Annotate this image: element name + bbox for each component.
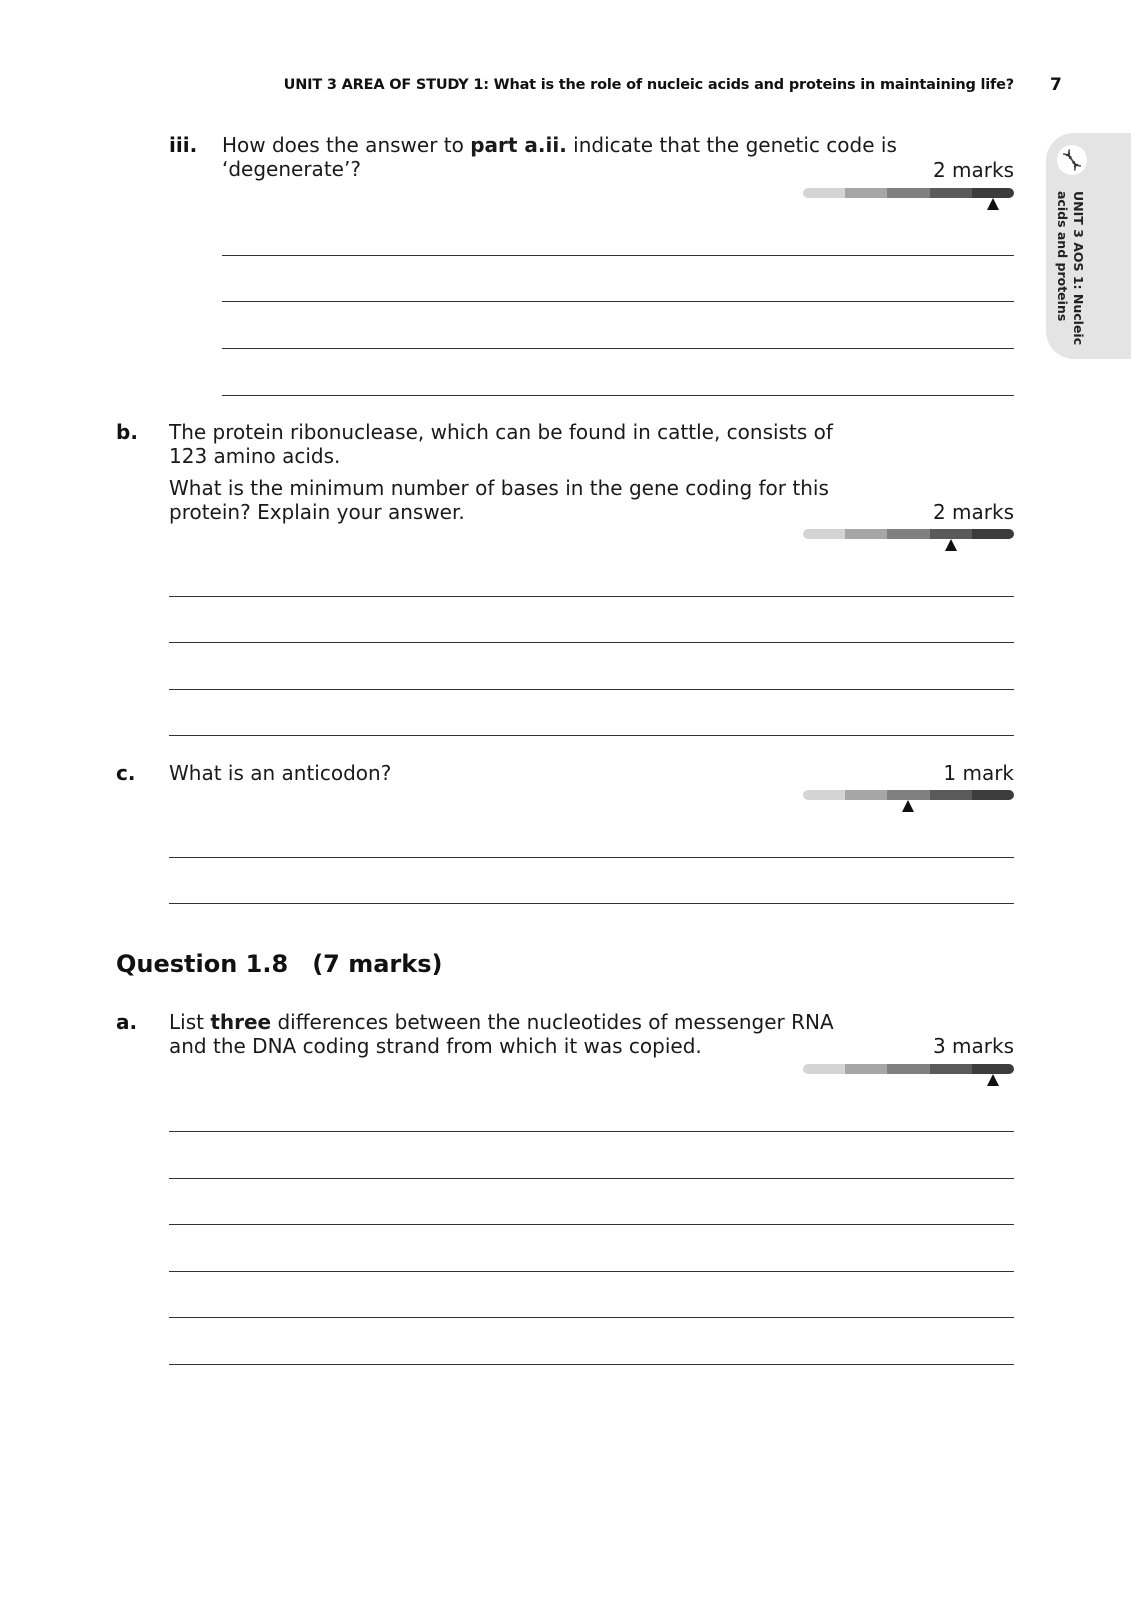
question-a-text-part1: List bbox=[169, 1010, 211, 1034]
answer-line[interactable] bbox=[169, 1317, 1014, 1318]
marks-label-iii: 2 marks bbox=[932, 158, 1014, 182]
section-side-tab bbox=[1046, 133, 1131, 359]
answer-line[interactable] bbox=[169, 1131, 1014, 1132]
difficulty-segment bbox=[887, 790, 929, 800]
difficulty-marker bbox=[902, 800, 914, 812]
difficulty-segment bbox=[845, 529, 887, 539]
answer-line[interactable] bbox=[169, 857, 1014, 858]
question-label-b: b. bbox=[116, 420, 138, 444]
marks-label-b: 2 marks bbox=[932, 500, 1014, 524]
question-label-iii: iii. bbox=[169, 133, 198, 157]
difficulty-bar bbox=[803, 790, 1014, 800]
difficulty-bar bbox=[803, 529, 1014, 539]
difficulty-segment bbox=[803, 790, 845, 800]
difficulty-segment bbox=[930, 790, 972, 800]
dna-icon bbox=[1057, 145, 1087, 175]
difficulty-segment bbox=[887, 529, 929, 539]
marks-label-c: 1 mark bbox=[943, 761, 1014, 785]
difficulty-marker bbox=[987, 1074, 999, 1086]
side-tab-label bbox=[1054, 191, 1086, 345]
answer-line[interactable] bbox=[169, 1178, 1014, 1179]
answer-line[interactable] bbox=[222, 348, 1014, 349]
difficulty-segment bbox=[972, 529, 1014, 539]
difficulty-segment bbox=[845, 790, 887, 800]
question-iii-bold-ref: part a.ii. bbox=[470, 133, 567, 157]
answer-line[interactable] bbox=[169, 1364, 1014, 1365]
answer-line[interactable] bbox=[169, 735, 1014, 736]
difficulty-bar bbox=[803, 188, 1014, 198]
question-b-paragraph2: What is the minimum number of bases in the gene coding for this protein? Explain your answer. bbox=[169, 476, 829, 524]
difficulty-segment bbox=[930, 1064, 972, 1074]
marks-label-a: 3 marks bbox=[932, 1034, 1014, 1058]
question-a-text bbox=[169, 1010, 859, 1058]
page-number: 7 bbox=[1050, 75, 1062, 95]
answer-line[interactable] bbox=[222, 255, 1014, 256]
answer-line[interactable] bbox=[169, 596, 1014, 597]
question-label-a: a. bbox=[116, 1010, 138, 1034]
difficulty-segment bbox=[930, 529, 972, 539]
difficulty-segment bbox=[845, 188, 887, 198]
difficulty-bar bbox=[803, 1064, 1014, 1074]
answer-line[interactable] bbox=[169, 1271, 1014, 1272]
side-tab-line2: acids and proteins bbox=[1055, 191, 1070, 322]
answer-line[interactable] bbox=[169, 689, 1014, 690]
answer-line[interactable] bbox=[222, 301, 1014, 302]
question-iii-text-part2: indicate that the genetic code is ‘degenerate’? bbox=[222, 133, 897, 181]
difficulty-segment bbox=[972, 188, 1014, 198]
difficulty-segment bbox=[972, 790, 1014, 800]
answer-line[interactable] bbox=[222, 395, 1014, 396]
question-heading-marks: (7 marks) bbox=[312, 950, 443, 978]
question-label-c: c. bbox=[116, 761, 136, 785]
answer-line[interactable] bbox=[169, 642, 1014, 643]
difficulty-segment bbox=[803, 1064, 845, 1074]
question-a-text-part2: differences between the nucleotides of messenger RNA and the DNA coding strand from which it was copied. bbox=[169, 1010, 834, 1058]
difficulty-segment bbox=[887, 188, 929, 198]
answer-line[interactable] bbox=[169, 1224, 1014, 1225]
question-iii-text-part1: How does the answer to bbox=[222, 133, 471, 157]
difficulty-segment bbox=[803, 529, 845, 539]
difficulty-segment bbox=[887, 1064, 929, 1074]
question-heading bbox=[116, 950, 442, 978]
question-a-bold-word: three bbox=[210, 1010, 272, 1034]
difficulty-segment bbox=[972, 1064, 1014, 1074]
question-b-paragraph1: The protein ribonuclease, which can be found in cattle, consists of 123 amino acids. bbox=[169, 420, 833, 468]
difficulty-marker bbox=[945, 539, 957, 551]
question-heading-number: Question 1.8 bbox=[116, 950, 289, 978]
difficulty-segment bbox=[930, 188, 972, 198]
answer-line[interactable] bbox=[169, 903, 1014, 904]
difficulty-segment bbox=[845, 1064, 887, 1074]
difficulty-marker bbox=[987, 198, 999, 210]
question-c-text: What is an anticodon? bbox=[169, 761, 392, 785]
difficulty-segment bbox=[803, 188, 845, 198]
side-tab-line1: UNIT 3 AOS 1: Nucleic bbox=[1071, 191, 1086, 346]
question-iii-text bbox=[222, 133, 902, 181]
running-header: UNIT 3 AREA OF STUDY 1: What is the role of nucleic acids and proteins in maintaining life? bbox=[283, 77, 1014, 93]
